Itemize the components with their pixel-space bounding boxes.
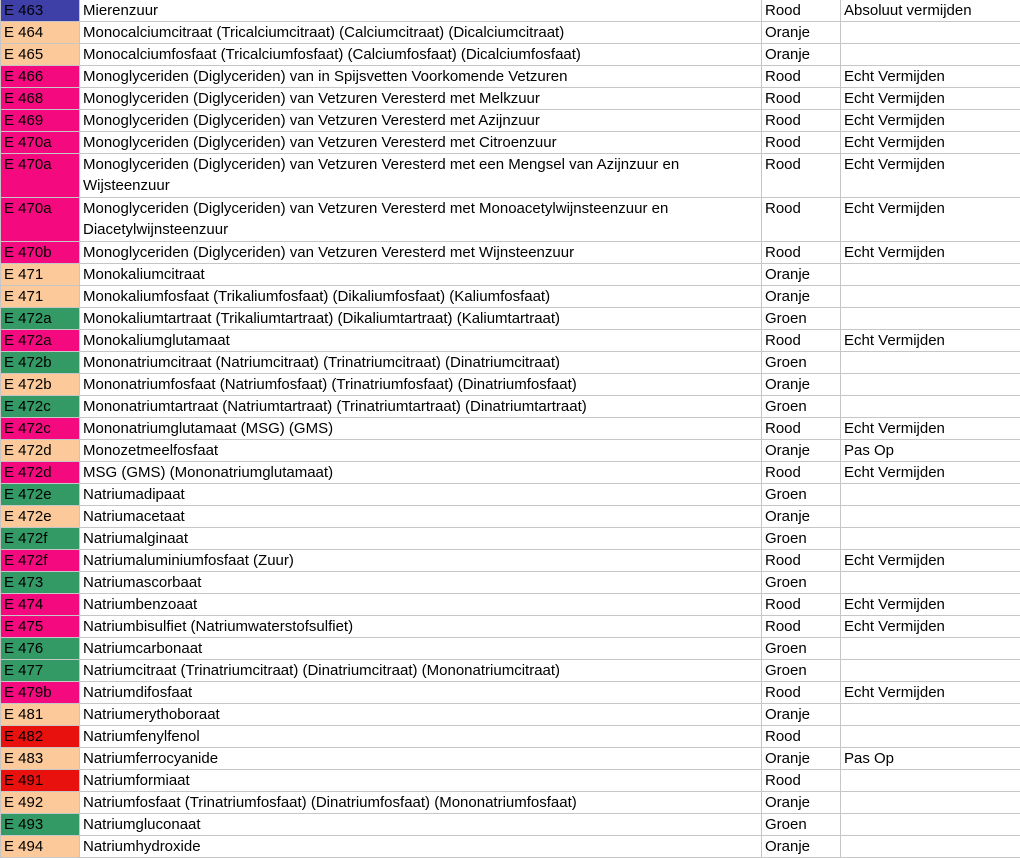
table-row	[1, 660, 1020, 682]
status-cell[interactable]: Groen	[762, 352, 841, 374]
advice-cell[interactable]: Echt Vermijden	[841, 198, 1020, 242]
advice-cell[interactable]	[841, 726, 1020, 748]
status-cell[interactable]: Oranje	[762, 374, 841, 396]
advice-cell[interactable]	[841, 814, 1020, 836]
additive-name-cell[interactable]: Monocalciumcitraat (Tricalciumcitraat) (Calciumcitraat) (Dicalciumcitraat)	[80, 22, 762, 44]
status-cell[interactable]: Rood	[762, 110, 841, 132]
status-cell[interactable]: Rood	[762, 462, 841, 484]
e-number-cell[interactable]: E 466	[1, 66, 80, 88]
table-row	[1, 440, 1020, 462]
table-row	[1, 352, 1020, 374]
additive-name-cell[interactable]: Mononatriumglutamaat (MSG) (GMS)	[80, 418, 762, 440]
e-number-cell[interactable]: E 472a	[1, 330, 80, 352]
table-row	[1, 616, 1020, 638]
additive-name-cell[interactable]: Natriumbenzoaat	[80, 594, 762, 616]
additive-name-cell[interactable]: Monozetmeelfosfaat	[80, 440, 762, 462]
status-cell[interactable]: Groen	[762, 528, 841, 550]
advice-cell[interactable]	[841, 396, 1020, 418]
table-row	[1, 44, 1020, 66]
table-row	[1, 242, 1020, 264]
additive-name-cell[interactable]: Natriumalginaat	[80, 528, 762, 550]
table-row	[1, 418, 1020, 440]
e-number-cell[interactable]: E 470a	[1, 154, 80, 198]
table-row	[1, 396, 1020, 418]
additive-name-cell[interactable]: Natriumcarbonaat	[80, 638, 762, 660]
e-number-cell[interactable]: E 477	[1, 660, 80, 682]
table-row	[1, 330, 1020, 352]
e-number-cell[interactable]: E 463	[1, 0, 80, 22]
table-row	[1, 682, 1020, 704]
advice-cell[interactable]	[841, 704, 1020, 726]
advice-cell[interactable]: Echt Vermijden	[841, 154, 1020, 198]
status-cell[interactable]: Rood	[762, 154, 841, 198]
advice-cell[interactable]	[841, 308, 1020, 330]
e-number-cell[interactable]: E 482	[1, 726, 80, 748]
additive-name-cell[interactable]: Mononatriumfosfaat (Natriumfosfaat) (Trinatriumfosfaat) (Dinatriumfosfaat)	[80, 374, 762, 396]
advice-cell[interactable]: Echt Vermijden	[841, 110, 1020, 132]
additive-name-cell[interactable]: Monoglyceriden (Diglyceriden) van in Spijsvetten Voorkomende Vetzuren	[80, 66, 762, 88]
status-cell[interactable]: Oranje	[762, 440, 841, 462]
additive-name-cell[interactable]: Natriumferrocyanide	[80, 748, 762, 770]
table-row	[1, 110, 1020, 132]
table-row	[1, 308, 1020, 330]
advice-cell[interactable]: Echt Vermijden	[841, 66, 1020, 88]
advice-cell[interactable]	[841, 528, 1020, 550]
advice-cell[interactable]	[841, 484, 1020, 506]
e-number-cell[interactable]: E 472b	[1, 352, 80, 374]
table-row	[1, 484, 1020, 506]
status-cell[interactable]: Groen	[762, 396, 841, 418]
e-number-cell[interactable]: E 483	[1, 748, 80, 770]
additive-name-cell[interactable]: Natriumhydroxide	[80, 836, 762, 858]
e-number-cell[interactable]: E 481	[1, 704, 80, 726]
e-number-cell[interactable]: E 468	[1, 88, 80, 110]
table-row	[1, 286, 1020, 308]
advice-cell[interactable]: Echt Vermijden	[841, 330, 1020, 352]
status-cell[interactable]: Groen	[762, 814, 841, 836]
advice-cell[interactable]: Pas Op	[841, 440, 1020, 462]
advice-cell[interactable]: Echt Vermijden	[841, 550, 1020, 572]
table-row	[1, 132, 1020, 154]
table-row	[1, 704, 1020, 726]
table-row	[1, 836, 1020, 858]
e-number-cell[interactable]: E 476	[1, 638, 80, 660]
advice-cell[interactable]	[841, 638, 1020, 660]
status-cell[interactable]: Oranje	[762, 44, 841, 66]
advice-cell[interactable]: Absoluut vermijden	[841, 0, 1020, 22]
status-cell[interactable]: Oranje	[762, 704, 841, 726]
advice-cell[interactable]	[841, 770, 1020, 792]
status-cell[interactable]: Rood	[762, 330, 841, 352]
status-cell[interactable]: Rood	[762, 0, 841, 22]
status-cell[interactable]: Rood	[762, 726, 841, 748]
e-number-cell[interactable]: E 470a	[1, 132, 80, 154]
additive-name-cell[interactable]: Mierenzuur	[80, 0, 762, 22]
status-cell[interactable]: Rood	[762, 132, 841, 154]
additive-name-cell[interactable]: Mononatriumtartraat (Natriumtartraat) (Trinatriumtartraat) (Dinatriumtartraat)	[80, 396, 762, 418]
advice-cell[interactable]: Echt Vermijden	[841, 132, 1020, 154]
table-row	[1, 638, 1020, 660]
advice-cell[interactable]	[841, 506, 1020, 528]
table-row	[1, 748, 1020, 770]
advice-cell[interactable]	[841, 352, 1020, 374]
additive-name-cell[interactable]: Natriumgluconaat	[80, 814, 762, 836]
e-number-cell[interactable]: E 472f	[1, 550, 80, 572]
table-row	[1, 572, 1020, 594]
status-cell[interactable]: Rood	[762, 682, 841, 704]
advice-cell[interactable]: Echt Vermijden	[841, 594, 1020, 616]
status-cell[interactable]: Groen	[762, 572, 841, 594]
status-cell[interactable]: Rood	[762, 616, 841, 638]
table-row	[1, 198, 1020, 242]
e-number-cell[interactable]: E 473	[1, 572, 80, 594]
advice-cell[interactable]: Echt Vermijden	[841, 242, 1020, 264]
advice-cell[interactable]: Echt Vermijden	[841, 418, 1020, 440]
status-cell[interactable]: Groen	[762, 660, 841, 682]
table-row	[1, 814, 1020, 836]
table-row	[1, 264, 1020, 286]
e-number-cell[interactable]: E 470b	[1, 242, 80, 264]
e-number-cell[interactable]: E 472d	[1, 440, 80, 462]
e-number-cell[interactable]: E 494	[1, 836, 80, 858]
e-number-cell[interactable]: E 474	[1, 594, 80, 616]
advice-cell[interactable]: Echt Vermijden	[841, 682, 1020, 704]
e-number-cell[interactable]: E 465	[1, 44, 80, 66]
status-cell[interactable]: Oranje	[762, 792, 841, 814]
advice-cell[interactable]: Echt Vermijden	[841, 88, 1020, 110]
status-cell[interactable]: Oranje	[762, 22, 841, 44]
advice-cell[interactable]	[841, 572, 1020, 594]
table-row	[1, 770, 1020, 792]
additive-name-cell[interactable]: Natriumfenylfenol	[80, 726, 762, 748]
advice-cell[interactable]	[841, 374, 1020, 396]
additive-name-cell[interactable]: Monoglyceriden (Diglyceriden) van Vetzuren Veresterd met een Mengsel van Azijnzuur en Wijsteenzuur	[80, 154, 762, 198]
status-cell[interactable]: Rood	[762, 770, 841, 792]
e-number-cell[interactable]: E 493	[1, 814, 80, 836]
table-row	[1, 792, 1020, 814]
table-row	[1, 374, 1020, 396]
e-number-cell[interactable]: E 464	[1, 22, 80, 44]
table-body	[1, 0, 1020, 858]
advice-cell[interactable]: Pas Op	[841, 748, 1020, 770]
e-number-cell[interactable]: E 471	[1, 286, 80, 308]
table-row	[1, 726, 1020, 748]
status-cell[interactable]: Rood	[762, 242, 841, 264]
additive-name-cell[interactable]: Natriumadipaat	[80, 484, 762, 506]
status-cell[interactable]: Groen	[762, 638, 841, 660]
status-cell[interactable]: Oranje	[762, 748, 841, 770]
e-number-cell[interactable]: E 470a	[1, 198, 80, 242]
e-number-cell[interactable]: E 475	[1, 616, 80, 638]
additive-name-cell[interactable]: Monokaliumglutamaat	[80, 330, 762, 352]
table-row	[1, 550, 1020, 572]
additive-name-cell[interactable]: Monokaliumcitraat	[80, 264, 762, 286]
table-row	[1, 0, 1020, 22]
table-row	[1, 462, 1020, 484]
table-row	[1, 528, 1020, 550]
advice-cell[interactable]	[841, 286, 1020, 308]
advice-cell[interactable]: Echt Vermijden	[841, 462, 1020, 484]
additive-name-cell[interactable]: Monoglyceriden (Diglyceriden) van Vetzuren Veresterd met Wijnsteenzuur	[80, 242, 762, 264]
status-cell[interactable]: Groen	[762, 308, 841, 330]
additive-name-cell[interactable]: Monokaliumtartraat (Trikaliumtartraat) (Dikaliumtartraat) (Kaliumtartraat)	[80, 308, 762, 330]
e-number-cell[interactable]: E 472f	[1, 528, 80, 550]
status-cell[interactable]: Oranje	[762, 286, 841, 308]
advice-cell[interactable]	[841, 792, 1020, 814]
advice-cell[interactable]	[841, 44, 1020, 66]
status-cell[interactable]: Rood	[762, 418, 841, 440]
additive-name-cell[interactable]: MSG (GMS) (Mononatriumglutamaat)	[80, 462, 762, 484]
additive-name-cell[interactable]: Natriumdifosfaat	[80, 682, 762, 704]
additive-name-cell[interactable]: Natriumacetaat	[80, 506, 762, 528]
e-number-cell[interactable]: E 472c	[1, 418, 80, 440]
table-row	[1, 594, 1020, 616]
e-number-cell[interactable]: E 472c	[1, 396, 80, 418]
status-cell[interactable]: Rood	[762, 198, 841, 242]
e-number-cell[interactable]: E 471	[1, 264, 80, 286]
status-cell[interactable]: Oranje	[762, 836, 841, 858]
e-number-cell[interactable]: E 491	[1, 770, 80, 792]
e-number-cell[interactable]: E 479b	[1, 682, 80, 704]
status-cell[interactable]: Rood	[762, 550, 841, 572]
additive-name-cell[interactable]: Natriumcitraat (Trinatriumcitraat) (Dinatriumcitraat) (Mononatriumcitraat)	[80, 660, 762, 682]
e-number-cell[interactable]: E 492	[1, 792, 80, 814]
additive-name-cell[interactable]: Monoglyceriden (Diglyceriden) van Vetzuren Veresterd met Azijnzuur	[80, 110, 762, 132]
additive-name-cell[interactable]: Natriumbisulfiet (Natriumwaterstofsulfiet)	[80, 616, 762, 638]
e-number-cell[interactable]: E 472d	[1, 462, 80, 484]
e-number-cell[interactable]: E 472e	[1, 484, 80, 506]
status-cell[interactable]: Rood	[762, 594, 841, 616]
table-row	[1, 66, 1020, 88]
additive-name-cell[interactable]: Monoglyceriden (Diglyceriden) van Vetzuren Veresterd met Melkzuur	[80, 88, 762, 110]
additive-name-cell[interactable]: Monoglyceriden (Diglyceriden) van Vetzuren Veresterd met Monoacetylwijnsteenzuur en Diacetylwijnsteenzuur	[80, 198, 762, 242]
additive-name-cell[interactable]: Natriumascorbaat	[80, 572, 762, 594]
e-number-cell[interactable]: E 472e	[1, 506, 80, 528]
status-cell[interactable]: Oranje	[762, 506, 841, 528]
e-number-cell[interactable]: E 472a	[1, 308, 80, 330]
status-cell[interactable]: Rood	[762, 88, 841, 110]
table-row	[1, 154, 1020, 198]
advice-cell[interactable]	[841, 660, 1020, 682]
advice-cell[interactable]	[841, 264, 1020, 286]
additive-name-cell[interactable]: Mononatriumcitraat (Natriumcitraat) (Trinatriumcitraat) (Dinatriumcitraat)	[80, 352, 762, 374]
table-row	[1, 88, 1020, 110]
additive-name-cell[interactable]: Natriumformiaat	[80, 770, 762, 792]
e-number-cell[interactable]: E 469	[1, 110, 80, 132]
additive-name-cell[interactable]: Monokaliumfosfaat (Trikaliumfosfaat) (Dikaliumfosfaat) (Kaliumfosfaat)	[80, 286, 762, 308]
advice-cell[interactable]: Echt Vermijden	[841, 616, 1020, 638]
status-cell[interactable]: Oranje	[762, 264, 841, 286]
status-cell[interactable]: Groen	[762, 484, 841, 506]
additive-name-cell[interactable]: Natriumfosfaat (Trinatriumfosfaat) (Dinatriumfosfaat) (Mononatriumfosfaat)	[80, 792, 762, 814]
additive-name-cell[interactable]: Monocalciumfosfaat (Tricalciumfosfaat) (Calciumfosfaat) (Dicalciumfosfaat)	[80, 44, 762, 66]
e-number-cell[interactable]: E 472b	[1, 374, 80, 396]
advice-cell[interactable]	[841, 22, 1020, 44]
additive-name-cell[interactable]: Natriumaluminiumfosfaat (Zuur)	[80, 550, 762, 572]
advice-cell[interactable]	[841, 836, 1020, 858]
table-row	[1, 506, 1020, 528]
additive-name-cell[interactable]: Natriumerythoboraat	[80, 704, 762, 726]
table-row	[1, 22, 1020, 44]
additive-name-cell[interactable]: Monoglyceriden (Diglyceriden) van Vetzuren Veresterd met Citroenzuur	[80, 132, 762, 154]
status-cell[interactable]: Rood	[762, 66, 841, 88]
